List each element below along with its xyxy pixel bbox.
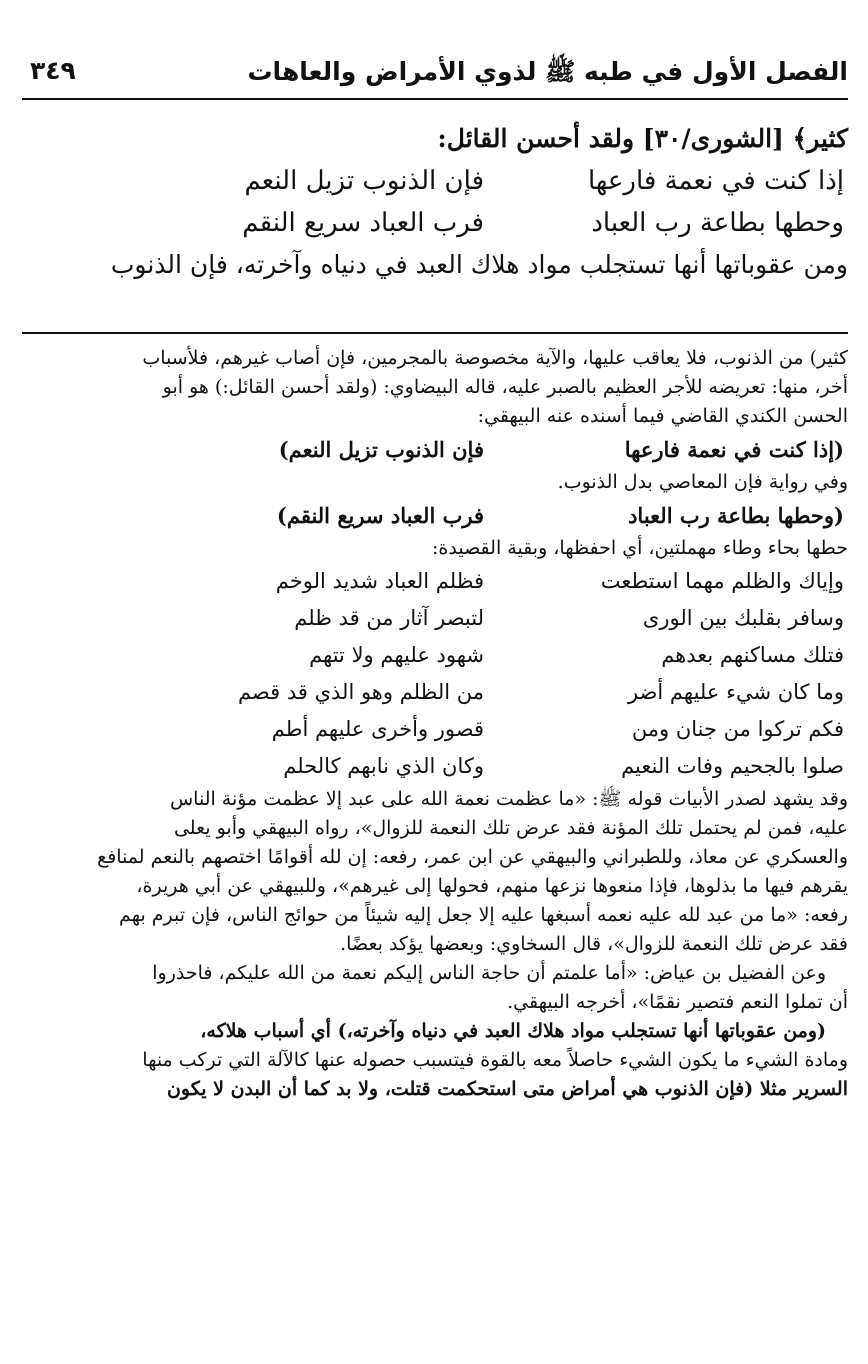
- commentary-line: عليه، فمن لم يحتمل تلك المؤنة فقد عرض تلك النعمة للزوال»، رواه البيهقي وأبو يعلى: [173, 817, 848, 839]
- poem-verse: [22, 637, 848, 674]
- main-text: [40, 118, 848, 286]
- header-divider: [22, 98, 848, 100]
- commentary-line: أخر، منها: تعريضه للأجر العظيم بالصبر عليه، قاله البيضاوي: (ولقد أحسن القائل:) هو أبو: [162, 376, 848, 398]
- hemistich-second: من الظلم وهو الذي قد قصم: [237, 680, 484, 704]
- poem-verse: [22, 674, 848, 711]
- commentary-line: ومادة الشيء ما يكون الشيء حاصلاً معه بالقوة فيتسبب حصوله عنها كالآلة التي تركب منها: [142, 1049, 848, 1071]
- poem-verse: [22, 711, 848, 748]
- matn-verse: [40, 202, 848, 244]
- hemistich-second: لتبصر آثار من قد ظلم: [294, 606, 484, 630]
- commentary-verse: [22, 497, 848, 534]
- commentary-verse: [22, 431, 848, 468]
- hemistich-second: فرب العباد سريع النقم): [276, 503, 484, 528]
- poem-verse: [22, 748, 848, 785]
- hemistich-first: (وحطها بطاعة رب العباد: [628, 503, 844, 528]
- matn-line: كثير﴾ [الشورى/٣٠] ولقد أحسن القائل:: [437, 124, 848, 153]
- commentary-line: (ومن عقوباتها أنها تستجلب مواد هلاك العبد في دنياه وآخرته،) أي أسباب هلاكه،: [200, 1020, 826, 1042]
- hemistich-first: فتلك مساكنهم بعدهم: [661, 643, 844, 667]
- hemistich-first: وما كان شيء عليهم أضر: [627, 680, 844, 704]
- hemistich-second: شهود عليهم ولا تتهم: [309, 643, 484, 667]
- matn-line: ومن عقوباتها أنها تستجلب مواد هلاك العبد في دنياه وآخرته، فإن الذنوب: [110, 250, 848, 279]
- hemistich-second: فإن الذنوب تزيل النعم): [278, 437, 484, 462]
- hemistich-first: (إذا كنت في نعمة فارعها: [624, 437, 844, 462]
- commentary-divider: [22, 332, 848, 334]
- hemistich-first: فكم تركوا من جنان ومن: [631, 717, 844, 741]
- commentary: [22, 344, 848, 1104]
- commentary-line: فقد عرض تلك النعمة للزوال»، قال السخاوي: وبعضها يؤكد بعضًا.: [340, 933, 848, 955]
- hemistich-first: وإياك والظلم مهما استطعت: [600, 569, 844, 593]
- hemistich-second: فإن الذنوب تزيل النعم: [244, 166, 484, 196]
- commentary-line: حطها بحاء وطاء مهملتين، أي احفظها، وبقية القصيدة:: [432, 537, 848, 559]
- page-number: ٣٤٩: [30, 56, 76, 85]
- poem-verse: [22, 600, 848, 637]
- hemistich-second: فظلم العباد شديد الوخم: [275, 569, 484, 593]
- chapter-title: الفصل الأول في طبه ﷺ لذوي الأمراض والعاهات: [247, 57, 848, 86]
- commentary-line: رفعه: «ما من عبد لله عليه نعمه أسبغها عليه إلا جعل إليه شيئاً من حوائج الناس، فإن تبرم بهم: [119, 904, 848, 926]
- running-header: [30, 56, 848, 92]
- hemistich-second: وكان الذي نابهم كالحلم: [283, 754, 484, 778]
- commentary-line: وفي رواية فإن المعاصي بدل الذنوب.: [557, 471, 848, 493]
- commentary-line: وعن الفضيل بن عياض: «أما علمتم أن حاجة الناس إليكم نعمة من الله عليكم، فاحذروا: [152, 962, 826, 984]
- hemistich-first: إذا كنت في نعمة فارعها: [587, 166, 844, 196]
- commentary-line: وقد يشهد لصدر الأبيات قوله ﷺ: «ما عظمت نعمة الله على عبد إلا عظمت مؤنة الناس: [169, 788, 848, 810]
- commentary-line: السرير مثلا (فإن الذنوب هي أمراض متى استحكمت قتلت، ولا بد كما أن البدن لا يكون: [166, 1078, 848, 1100]
- hemistich-first: وسافر بقلبك بين الورى: [642, 606, 844, 630]
- commentary-line: الحسن الكندي القاضي فيما أسنده عنه البيهقي:: [477, 405, 848, 427]
- poem-verse: [22, 563, 848, 600]
- commentary-line: والعسكري عن معاذ، وللطبراني والبيهقي عن ابن عمر، رفعه: إن لله أقوامًا اختصهم بالنعم لمنافع: [97, 846, 848, 868]
- matn-verse: [40, 160, 848, 202]
- commentary-line: كثير) من الذنوب، فلا يعاقب عليها، والآية مخصوصة بالمجرمين، فإن أصاب غيرهم، فلأسباب: [142, 347, 848, 369]
- hemistich-first: صلوا بالجحيم وفات النعيم: [621, 754, 844, 778]
- hemistich-second: قصور وأخرى عليهم أطم: [271, 717, 484, 741]
- commentary-line: أن تملوا النعم فتصير نقمًا»، أخرجه البيهقي.: [507, 991, 848, 1013]
- hemistich-first: وحطها بطاعة رب العباد: [591, 208, 844, 238]
- hemistich-second: فرب العباد سريع النقم: [242, 208, 484, 238]
- commentary-line: يقرهم فيها ما بذلوها، فإذا منعوها نزعها منهم، فحولها إلى غيرهم»، وللبيهقي عن أبي هريرة،: [136, 875, 848, 897]
